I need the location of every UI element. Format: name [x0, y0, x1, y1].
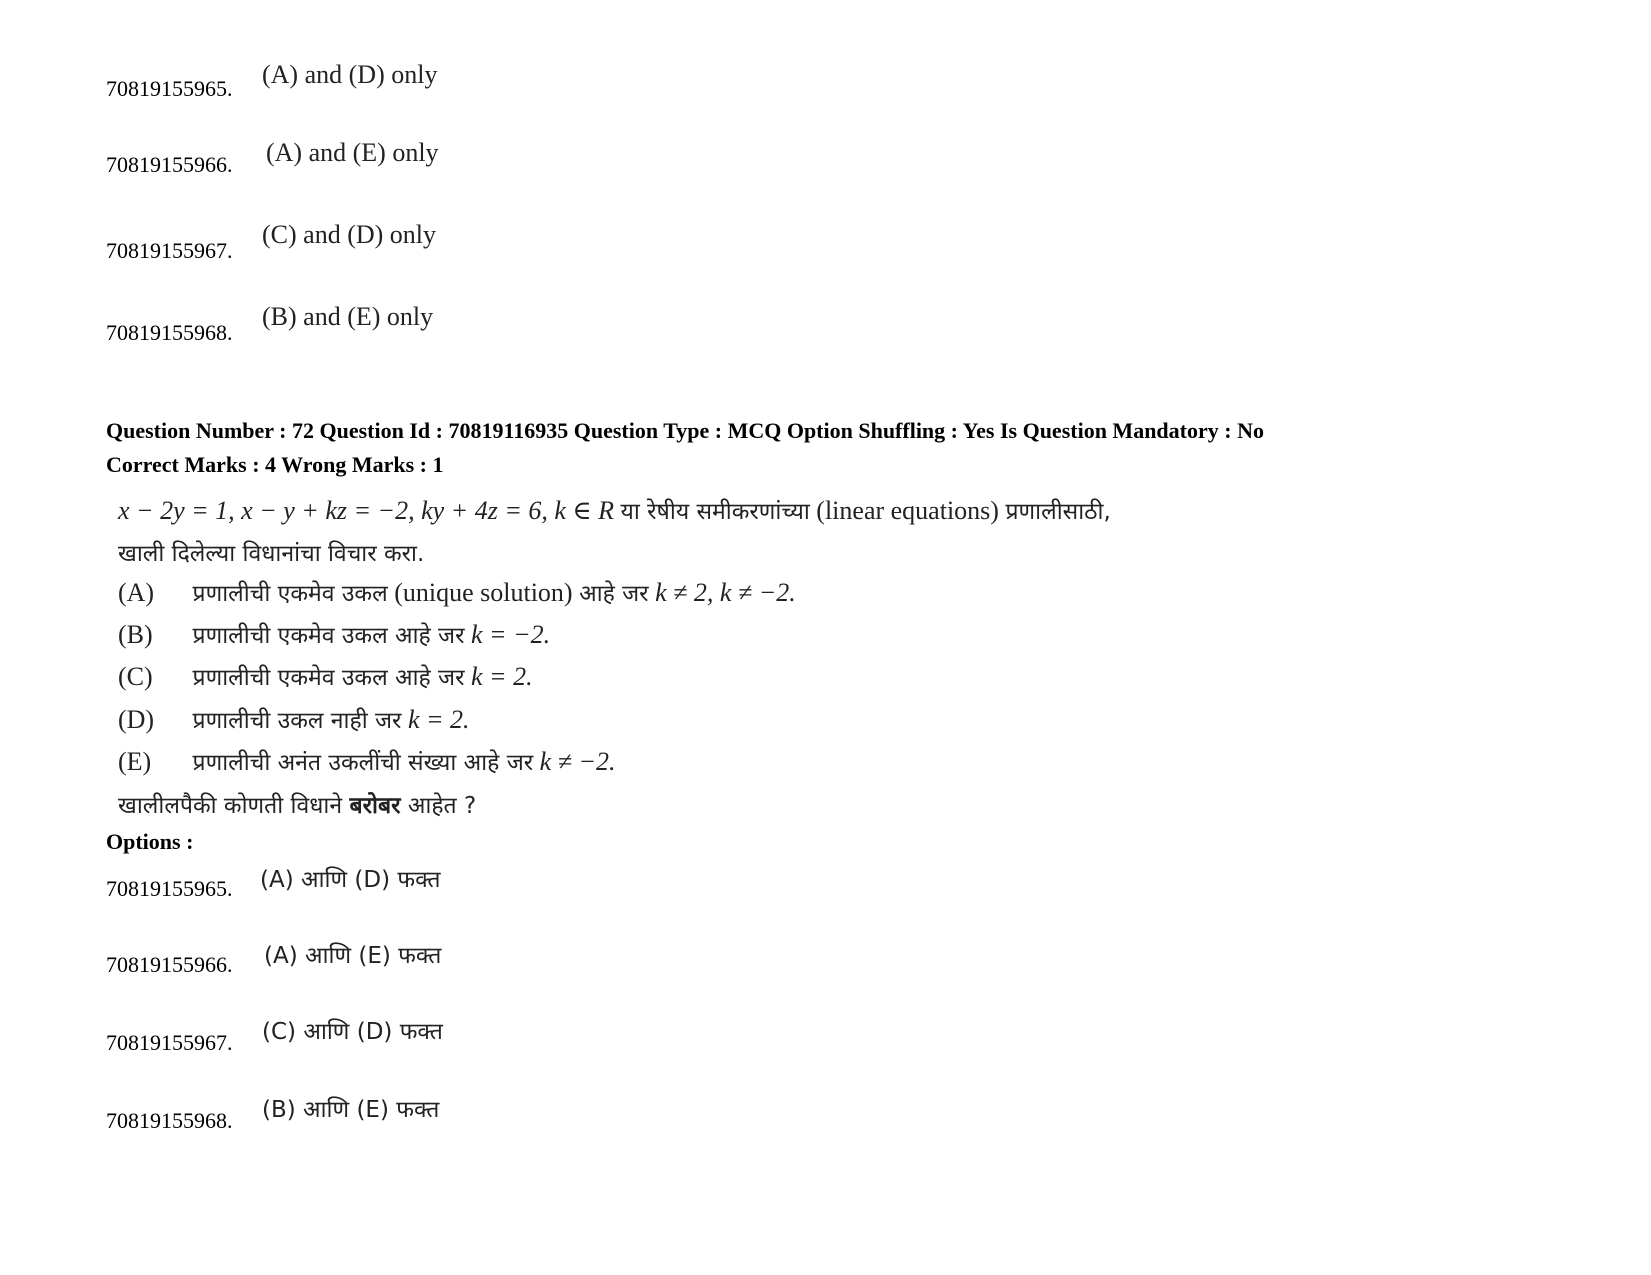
- statement-text: प्रणालीची एकमेव उकल आहे जर: [192, 623, 465, 649]
- statement-text: प्रणालीची उकल नाही जर: [192, 708, 402, 734]
- question-closing: [118, 788, 476, 820]
- option-id: 70819155966.: [106, 952, 233, 977]
- statement-text: प्रणालीची एकमेव उकल: [192, 581, 388, 607]
- statement-text-2: आहे जर: [579, 581, 649, 607]
- statement-label: (D): [118, 705, 155, 734]
- intro-marathi-a: या रेषीय समीकरणांच्या: [620, 499, 810, 525]
- statement-english: (unique solution): [394, 578, 573, 607]
- question-meta-line-2: Correct Marks : 4 Wrong Marks : 1: [106, 452, 444, 477]
- statement-text: प्रणालीची अनंत उकलींची संख्या आहे जर: [192, 750, 534, 776]
- option-text: (A) and (D) only: [262, 60, 438, 89]
- statement-c: [118, 660, 533, 692]
- closing-bold: बरोबर: [349, 793, 401, 819]
- intro-marathi-b: प्रणालीसाठी,: [1005, 499, 1111, 525]
- statement-d: [118, 703, 470, 735]
- option-text: [260, 862, 441, 894]
- option-id: 70819155966.: [106, 152, 233, 177]
- option-id: 70819155967.: [106, 238, 233, 263]
- option-id: 70819155965.: [106, 76, 233, 101]
- options-label: Options :: [106, 829, 194, 854]
- option-text-value: (C) आणि (D) फक्त: [262, 1019, 443, 1045]
- statement-e: [118, 745, 616, 777]
- statement-b: [118, 618, 550, 650]
- equation-system: x − 2y = 1, x − y + kz = −2, ky + 4z = 6, k ∈ R: [118, 496, 615, 525]
- option-text: [262, 1092, 439, 1124]
- statement-a: [118, 576, 796, 608]
- option-id: 70819155968.: [106, 320, 233, 345]
- question-intro-line-2: खाली दिलेल्या विधानांचा विचार करा.: [118, 541, 425, 567]
- statement-math: k ≠ −2.: [539, 747, 616, 776]
- statement-math: k = 2.: [471, 662, 533, 691]
- option-text-value: (B) आणि (E) फक्त: [262, 1097, 440, 1123]
- statement-math: k = −2.: [471, 620, 551, 649]
- statement-math: k = 2.: [407, 705, 470, 734]
- closing-text-a: खालीलपैकी कोणती विधाने: [118, 793, 343, 819]
- statement-label: (B): [118, 620, 153, 649]
- statement-label: (C): [118, 662, 153, 691]
- statement-text: प्रणालीची एकमेव उकल आहे जर: [192, 665, 465, 691]
- option-text: [262, 1014, 443, 1046]
- option-text: (B) and (E) only: [262, 302, 434, 331]
- option-id: 70819155965.: [106, 876, 233, 901]
- question-intro-line-1: [118, 494, 1111, 526]
- option-text-value: (A) आणि (E) फक्त: [264, 943, 442, 969]
- option-text: (A) and (E) only: [266, 138, 439, 167]
- intro-english-paren: (linear equations): [816, 496, 999, 525]
- option-id: 70819155968.: [106, 1108, 233, 1133]
- statement-label: (A): [118, 578, 155, 607]
- closing-text-b: आहेत ?: [407, 793, 477, 819]
- option-text-value: (A) आणि (D) फक्त: [260, 867, 441, 893]
- option-id: 70819155967.: [106, 1030, 233, 1055]
- option-text: (C) and (D) only: [262, 220, 437, 249]
- statement-label: (E): [118, 747, 152, 776]
- statement-math: k ≠ 2, k ≠ −2.: [655, 578, 796, 607]
- question-meta-line-1: Question Number : 72 Question Id : 70819116935 Question Type : MCQ Option Shuffling : Yes Is Question Mandatory : No: [106, 418, 1264, 443]
- option-text: [264, 938, 441, 970]
